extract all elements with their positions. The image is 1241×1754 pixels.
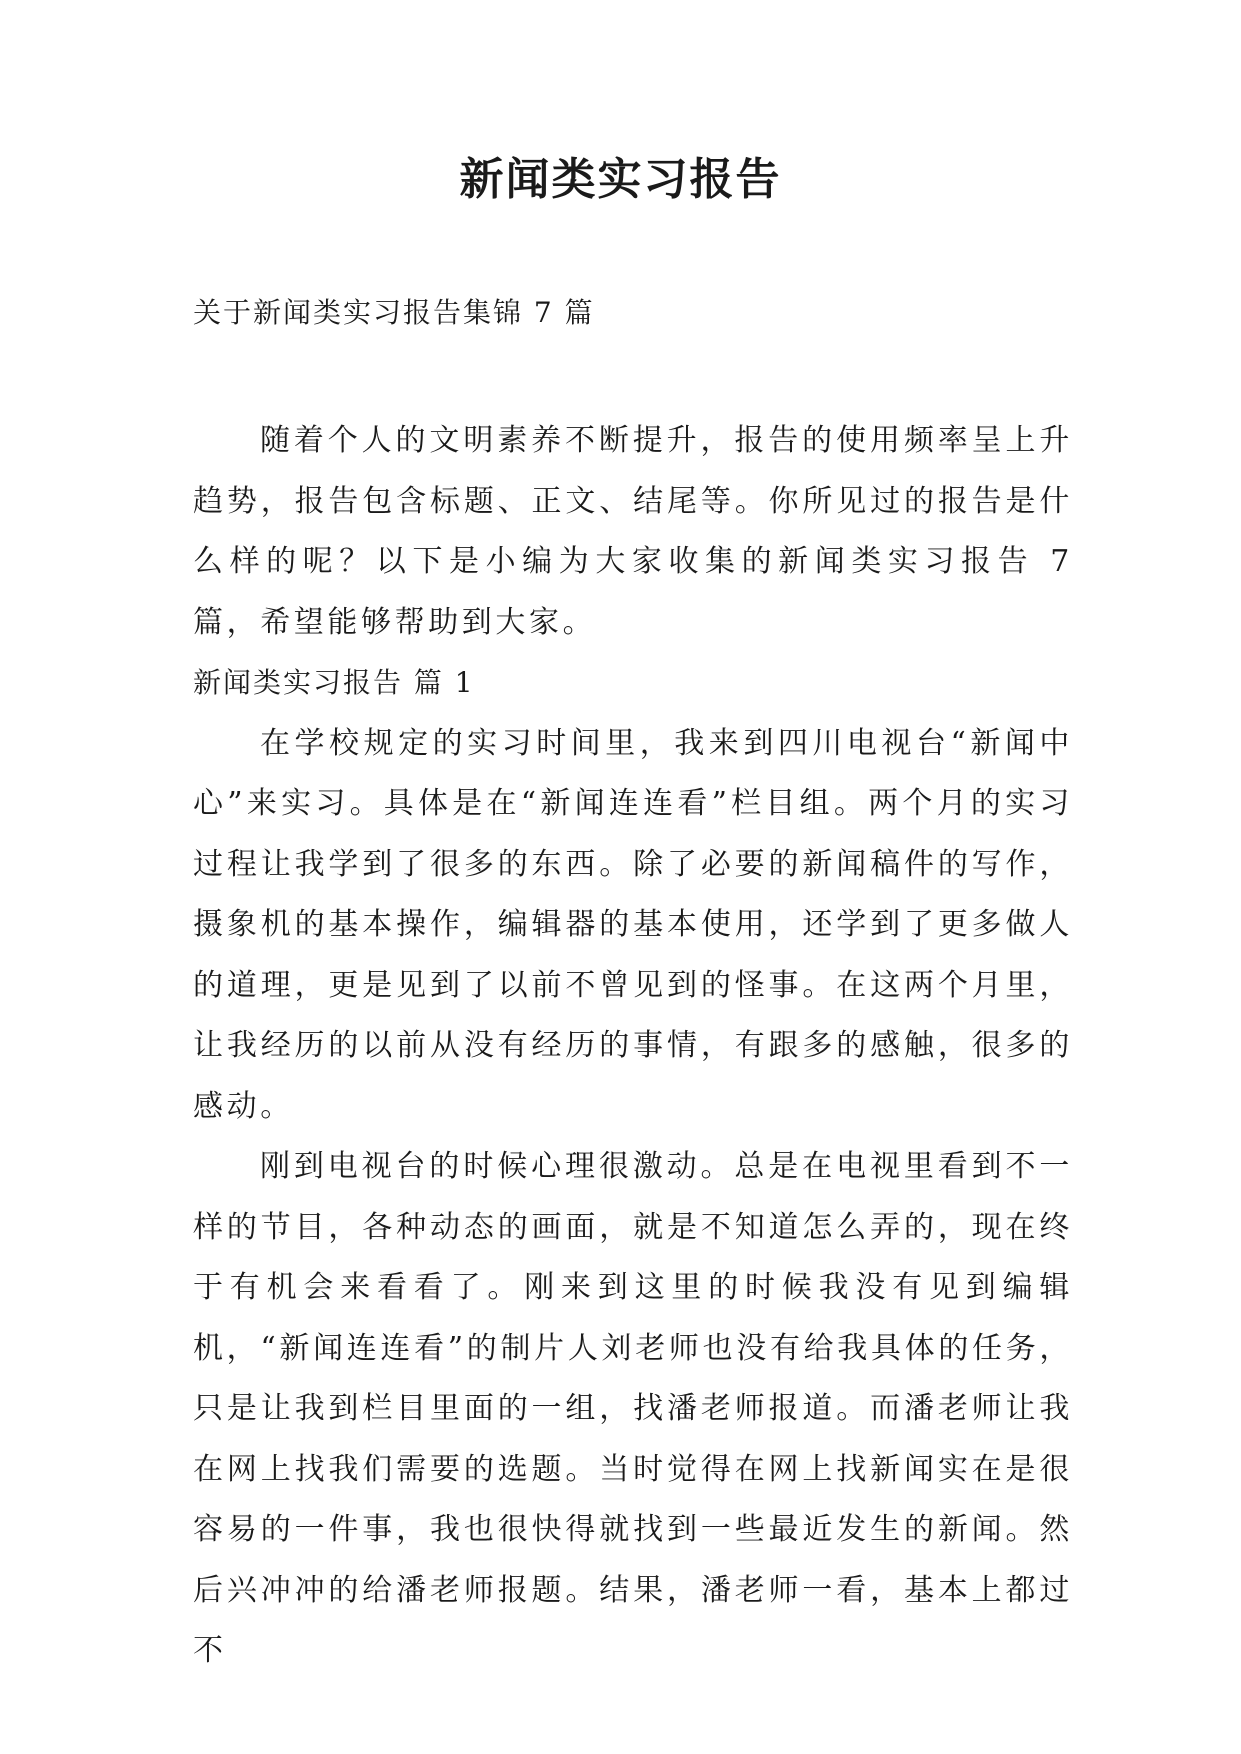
intro-paragraph: 随着个人的文明素养不断提升，报告的使用频率呈上升趋势，报告包含标题、正文、结尾等。你所见过的报告是什么样的呢？以下是小编为大家收集的新闻类实习报告 7 篇，希望能够帮助到大家。 — [193, 423, 1073, 640]
document-body — [193, 411, 1073, 1682]
document-title: 新闻类实习报告 — [459, 154, 782, 205]
section-heading: 新闻类实习报告 篇 1 — [193, 666, 475, 699]
body-paragraph: 刚到电视台的时候心理很激动。总是在电视里看到不一样的节目，各种动态的画面，就是不知道怎么弄的，现在终于有机会来看看了。刚来到这里的时候我没有见到编辑机，“新闻连连看”的制片人刘老师也没有给我具体的任务，只是让我到栏目里面的一组，找潘老师报道。而潘老师让我在网上找我们需要的选题。当时觉得在网上找新闻实在是很容易的一件事，我也很快得就找到一些最近发生的新闻。然后兴冲冲的给潘老师报题。结果，潘老师一看，基本上都过不 — [193, 1149, 1073, 1668]
document-subtitle: 关于新闻类实习报告集锦 7 篇 — [193, 296, 595, 329]
body-paragraph: 在学校规定的实习时间里，我来到四川电视台“新闻中心”来实习。具体是在“新闻连连看”栏目组。两个月的实习过程让我学到了很多的东西。除了必要的新闻稿件的写作，摄象机的基本操作，编辑器的基本使用，还学到了更多做人的道理，更是见到了以前不曾见到的怪事。在这两个月里，让我经历的以前从没有经历的事情，有跟多的感触，很多的感动。 — [193, 725, 1073, 1124]
